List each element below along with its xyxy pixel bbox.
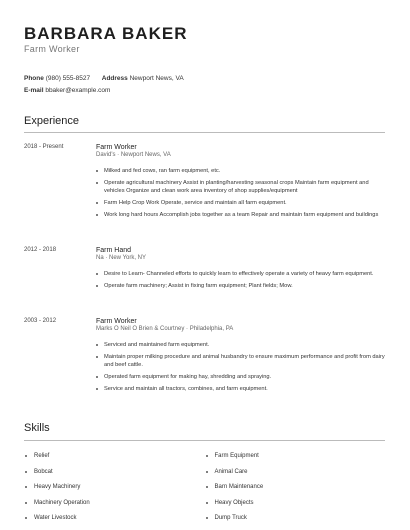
- job-title: Farm Hand: [96, 247, 132, 254]
- job-bullet: Desire to Learn- Channeled efforts to quickly learn to effectively operate a variety of heavy farm equipment.: [96, 270, 386, 278]
- skill-item: Relief: [24, 452, 205, 468]
- skill-item: Barn Maintenance: [205, 483, 386, 499]
- skill-item: Heavy Machinery: [24, 483, 205, 499]
- job-title: Farm Worker: [96, 144, 137, 151]
- job-employer: David's · Newport News, VA: [96, 152, 171, 158]
- job-dates: 2003 - 2012: [24, 318, 57, 324]
- candidate-name: BARBARA BAKER: [24, 24, 188, 43]
- skill-item: Bobcat: [24, 468, 205, 484]
- job-bullets: [96, 341, 386, 397]
- job-bullet: Milked and fed cows, ran farm equipment, etc.: [96, 167, 386, 175]
- skill-item: Water Livestock: [24, 514, 205, 530]
- job-employer: Na · New York, NY: [96, 255, 147, 261]
- skill-item: Heavy Objects: [205, 499, 386, 515]
- candidate-title: Farm Worker: [24, 44, 80, 54]
- job-bullet: Operate agricultural machinery Assist in planting/harvesting seasonal crops Maintain farm equipment and vehicles Organize and clean work area inventory of shop supplies/equipment: [96, 179, 386, 195]
- phone-value: (980) 555-8527: [45, 75, 91, 82]
- job-bullets: [96, 167, 386, 223]
- address-label: Address: [101, 75, 128, 82]
- job-bullet: Operated farm equipment for making hay, shredding and spraying.: [96, 373, 386, 381]
- email-value[interactable]: bbaker@example.com: [45, 87, 111, 94]
- job-bullets: [96, 270, 386, 294]
- phone-label: Phone: [24, 75, 44, 82]
- experience-heading: Experience: [24, 115, 80, 127]
- skills-list: [24, 452, 385, 530]
- skill-item: Dump Truck: [205, 514, 386, 530]
- job-bullet: Operate farm machinery; Assist in fixing farm equipment; Plant fields; Mow.: [96, 282, 386, 290]
- contact-line-2: [24, 86, 110, 95]
- skill-item: Animal Care: [205, 468, 386, 484]
- experience-divider: [24, 132, 385, 133]
- job-dates: 2012 - 2018: [24, 247, 57, 253]
- job-title: Farm Worker: [96, 318, 137, 325]
- job-bullet: Serviced and maintained farm equipment.: [96, 341, 386, 349]
- skills-heading: Skills: [24, 422, 50, 434]
- job-bullet: Work long hard hours Accomplish jobs together as a team Repair and maintain farm equipment and buildings: [96, 211, 386, 219]
- skill-item: Machinery Operation: [24, 499, 205, 515]
- job-employer: Marks O Neil O Brien & Courtney · Philadelphia, PA: [96, 326, 234, 332]
- skills-divider: [24, 440, 385, 441]
- address-value: Newport News, VA: [129, 75, 184, 82]
- job-bullet: Farm Help Crop Work Operate, service and maintain all farm equipment.: [96, 199, 386, 207]
- job-dates: 2018 - Present: [24, 144, 64, 150]
- skill-item: Farm Equipment: [205, 452, 386, 468]
- job-bullet: Maintain proper milking procedure and animal husbandry to ensure maximum performance and profit from dairy and beef cattle.: [96, 353, 386, 369]
- contact-line-1: [24, 74, 184, 83]
- email-label: E-mail: [24, 87, 44, 94]
- job-bullet: Service and maintain all tractors, combines, and farm equipment.: [96, 385, 386, 393]
